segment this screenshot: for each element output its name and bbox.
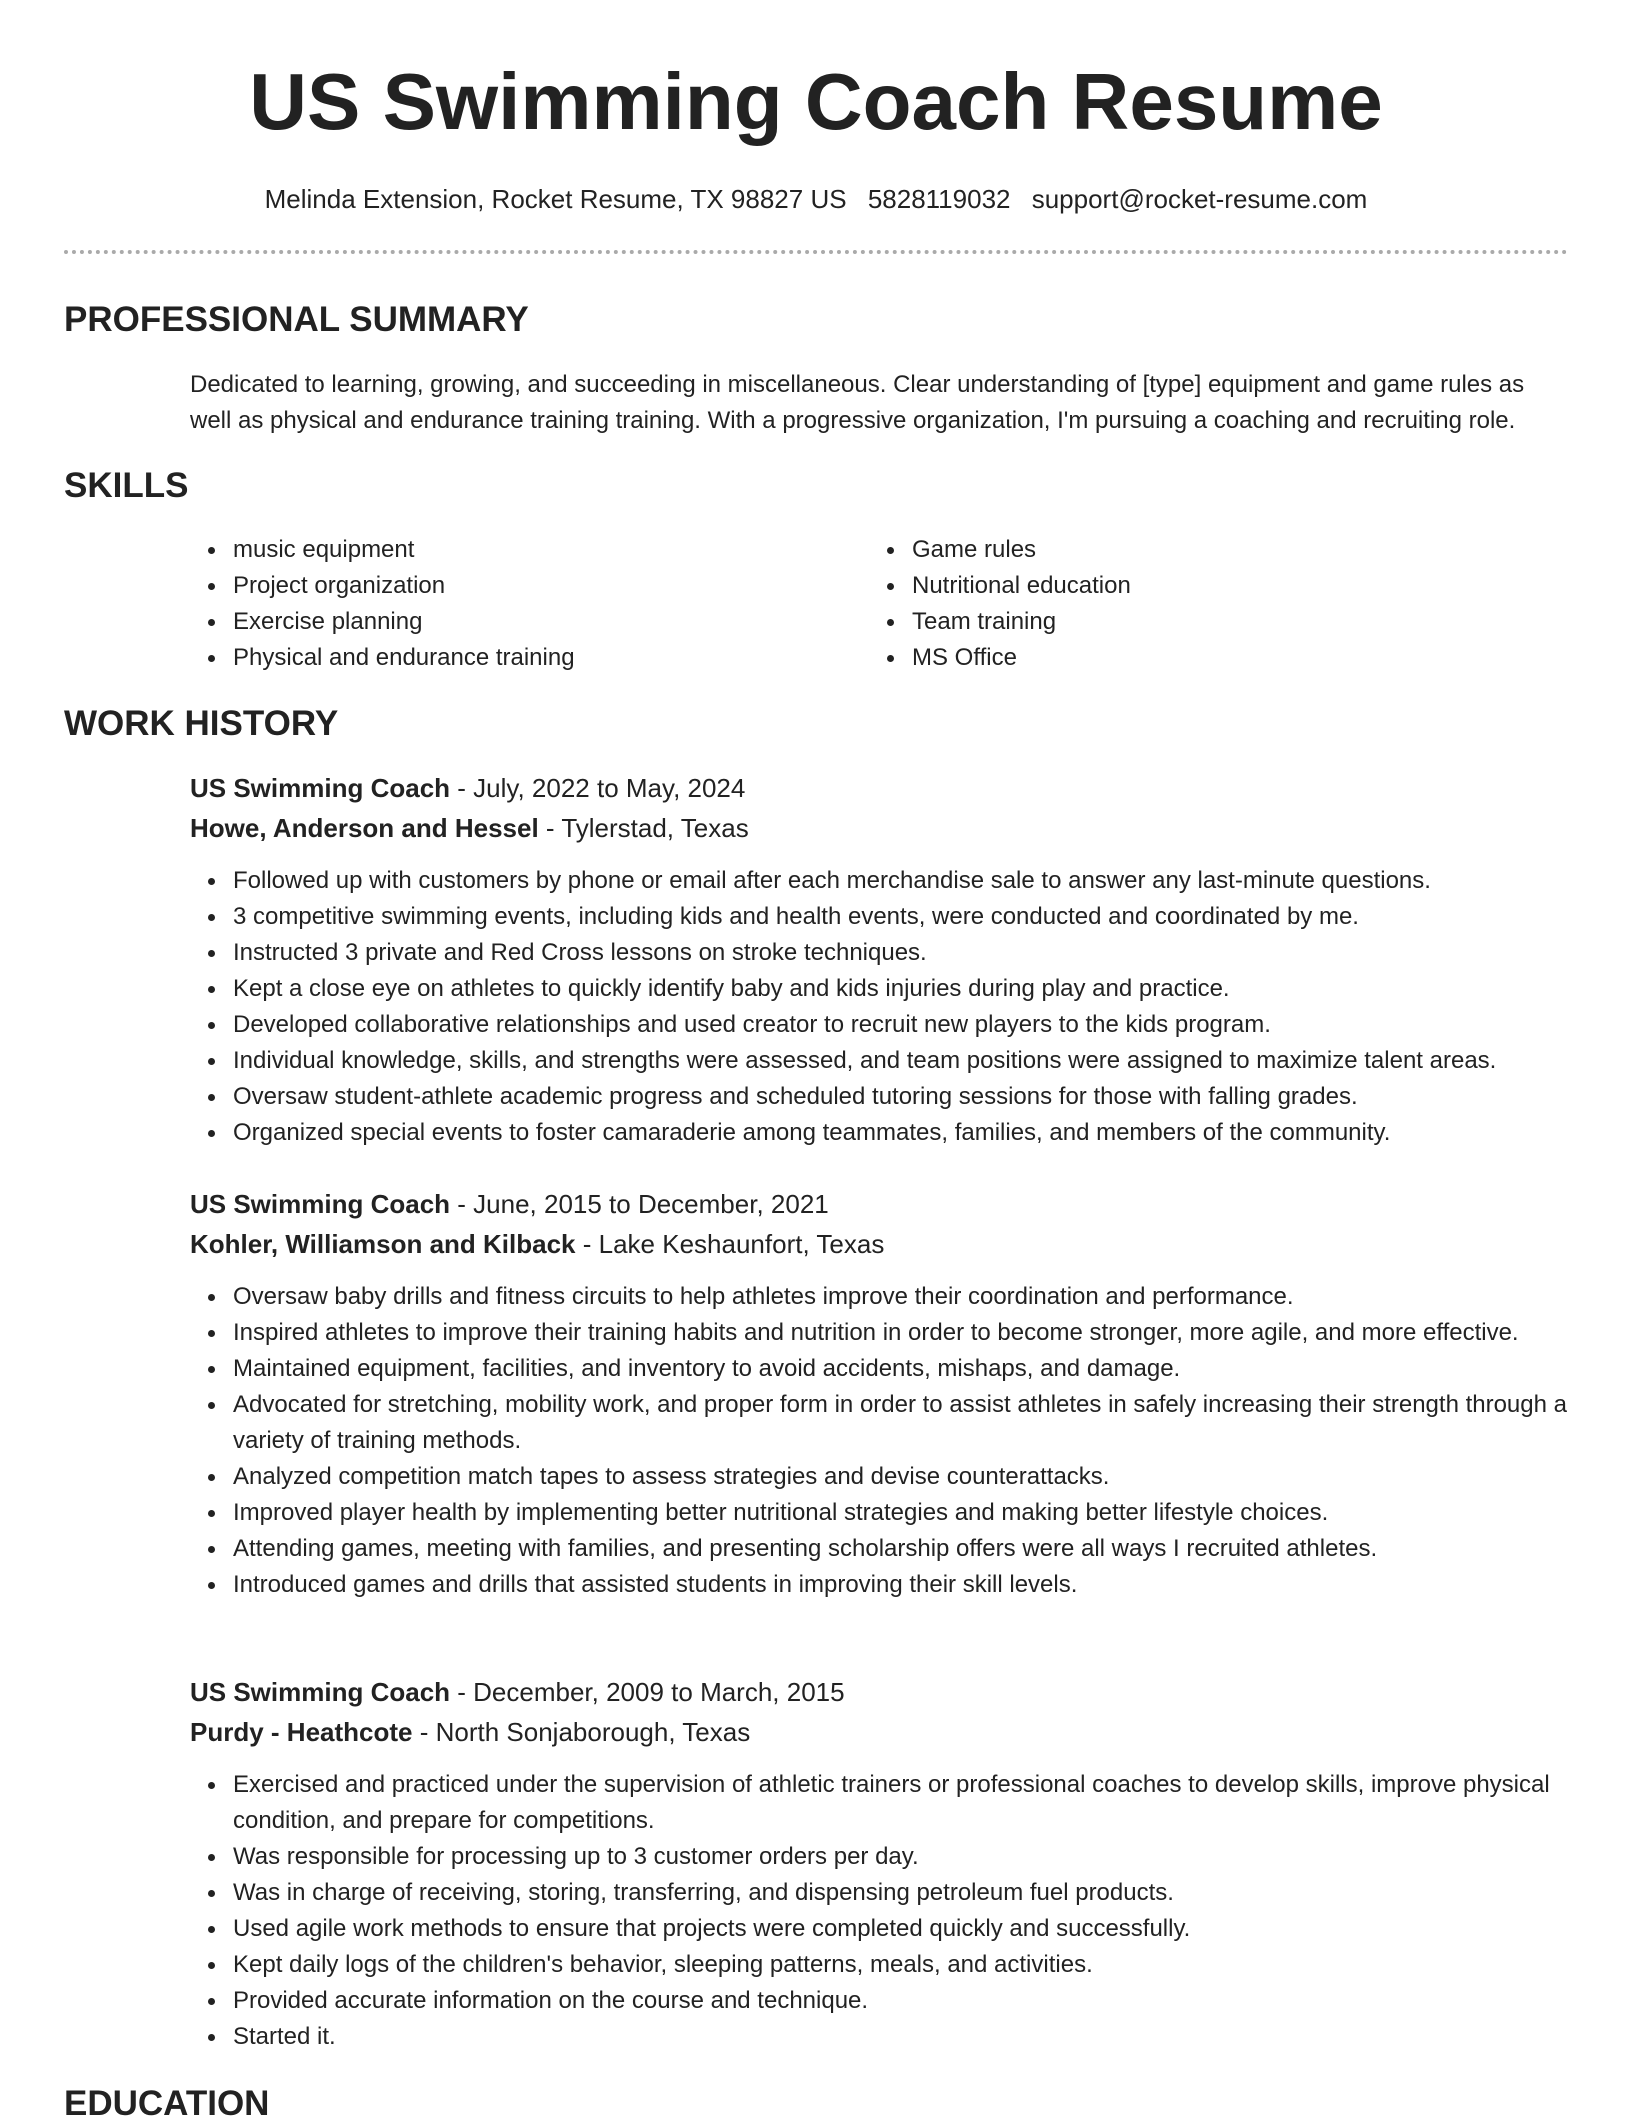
job-duties-list <box>190 863 1570 1151</box>
duty-item: Attending games, meeting with families, and presenting scholarship offers were all ways I recruited athletes. <box>190 1531 1570 1567</box>
skills-list-left <box>190 532 830 676</box>
job-location: - Tylerstad, Texas <box>538 813 749 843</box>
education-heading: EDUCATION <box>64 2084 270 2123</box>
job-duties-list <box>190 1279 1570 1603</box>
skill-item: Physical and endurance training <box>190 640 830 676</box>
duty-item: Developed collaborative relationships and used creator to recruit new players to the kids program. <box>190 1007 1570 1043</box>
skills-list-right <box>869 532 1509 676</box>
job-title: US Swimming Coach <box>190 773 451 803</box>
duty-item: Introduced games and drills that assisted students in improving their skill levels. <box>190 1567 1570 1603</box>
resume-title: US Swimming Coach Resume <box>249 57 1383 146</box>
duty-item: Individual knowledge, skills, and strengths were assessed, and team positions were assigned to maximize talent areas. <box>190 1043 1570 1079</box>
duty-item: Improved player health by implementing better nutritional strategies and making better lifestyle choices. <box>190 1495 1570 1531</box>
contact-address: Melinda Extension, Rocket Resume, TX 98827 US <box>264 184 847 214</box>
skill-item: Project organization <box>190 568 830 604</box>
duty-item: Started it. <box>190 2019 1570 2055</box>
job-company-line <box>190 1225 884 1263</box>
skill-item: Game rules <box>869 532 1509 568</box>
job-company: Howe, Anderson and Hessel <box>190 813 539 843</box>
job-duties-list <box>190 1767 1570 2055</box>
duty-item: Exercised and practiced under the supervision of athletic trainers or professional coaches to develop skills, improve physical condition, and prepare for competitions. <box>190 1767 1570 1839</box>
duty-item: Instructed 3 private and Red Cross lessons on stroke techniques. <box>190 935 1570 971</box>
duty-item: Kept a close eye on athletes to quickly identify baby and kids injuries during play and practice. <box>190 971 1570 1007</box>
job-title: US Swimming Coach <box>190 1677 451 1707</box>
duty-item: 3 competitive swimming events, including kids and health events, were conducted and coordinated by me. <box>190 899 1570 935</box>
duty-item: Maintained equipment, facilities, and inventory to avoid accidents, mishaps, and damage. <box>190 1351 1570 1387</box>
duty-item: Organized special events to foster camaraderie among teammates, families, and members of the community. <box>190 1115 1570 1151</box>
job-title-line <box>190 769 745 807</box>
work-history-heading: WORK HISTORY <box>64 704 339 743</box>
job-location: - Lake Keshaunfort, Texas <box>575 1229 885 1259</box>
skill-item: Exercise planning <box>190 604 830 640</box>
contact-email: support@rocket-resume.com <box>1031 184 1368 214</box>
skill-item: music equipment <box>190 532 830 568</box>
job-dates: - June, 2015 to December, 2021 <box>450 1189 829 1219</box>
skill-item: MS Office <box>869 640 1509 676</box>
job-company: Kohler, Williamson and Kilback <box>190 1229 576 1259</box>
header-divider <box>64 250 1568 254</box>
job-company-line <box>190 1713 750 1751</box>
job-title: US Swimming Coach <box>190 1189 451 1219</box>
job-company: Purdy - Heathcote <box>190 1717 413 1747</box>
duty-item: Inspired athletes to improve their training habits and nutrition in order to become stronger, more agile, and more effective. <box>190 1315 1570 1351</box>
contact-info <box>0 181 1632 217</box>
job-title-line <box>190 1673 845 1711</box>
duty-item: Provided accurate information on the course and technique. <box>190 1983 1570 2019</box>
skill-item: Nutritional education <box>869 568 1509 604</box>
duty-item: Followed up with customers by phone or email after each merchandise sale to answer any last-minute questions. <box>190 863 1570 899</box>
job-title-line <box>190 1185 829 1223</box>
summary-heading: PROFESSIONAL SUMMARY <box>64 300 529 339</box>
duty-item: Advocated for stretching, mobility work, and proper form in order to assist athletes in safely increasing their strength through a variety of training methods. <box>190 1387 1570 1459</box>
job-location: - North Sonjaborough, Texas <box>412 1717 751 1747</box>
contact-phone: 5828119032 <box>867 184 1011 214</box>
summary-text: Dedicated to learning, growing, and succeeding in miscellaneous. Clear understanding of [type] equipment and game rules as well as physical and endurance training training. With a progressive organization, I'm pursuing a coaching and recruiting role. <box>190 371 1525 434</box>
duty-item: Oversaw baby drills and fitness circuits to help athletes improve their coordination and performance. <box>190 1279 1570 1315</box>
duty-item: Kept daily logs of the children's behavior, sleeping patterns, meals, and activities. <box>190 1947 1570 1983</box>
duty-item: Analyzed competition match tapes to assess strategies and devise counterattacks. <box>190 1459 1570 1495</box>
job-company-line <box>190 809 749 847</box>
skill-item: Team training <box>869 604 1509 640</box>
duty-item: Was responsible for processing up to 3 customer orders per day. <box>190 1839 1570 1875</box>
job-dates: - July, 2022 to May, 2024 <box>450 773 746 803</box>
skills-heading: SKILLS <box>64 466 189 505</box>
duty-item: Oversaw student-athlete academic progress and scheduled tutoring sessions for those with falling grades. <box>190 1079 1570 1115</box>
duty-item: Used agile work methods to ensure that projects were completed quickly and successfully. <box>190 1911 1570 1947</box>
job-dates: - December, 2009 to March, 2015 <box>450 1677 845 1707</box>
duty-item: Was in charge of receiving, storing, transferring, and dispensing petroleum fuel products. <box>190 1875 1570 1911</box>
